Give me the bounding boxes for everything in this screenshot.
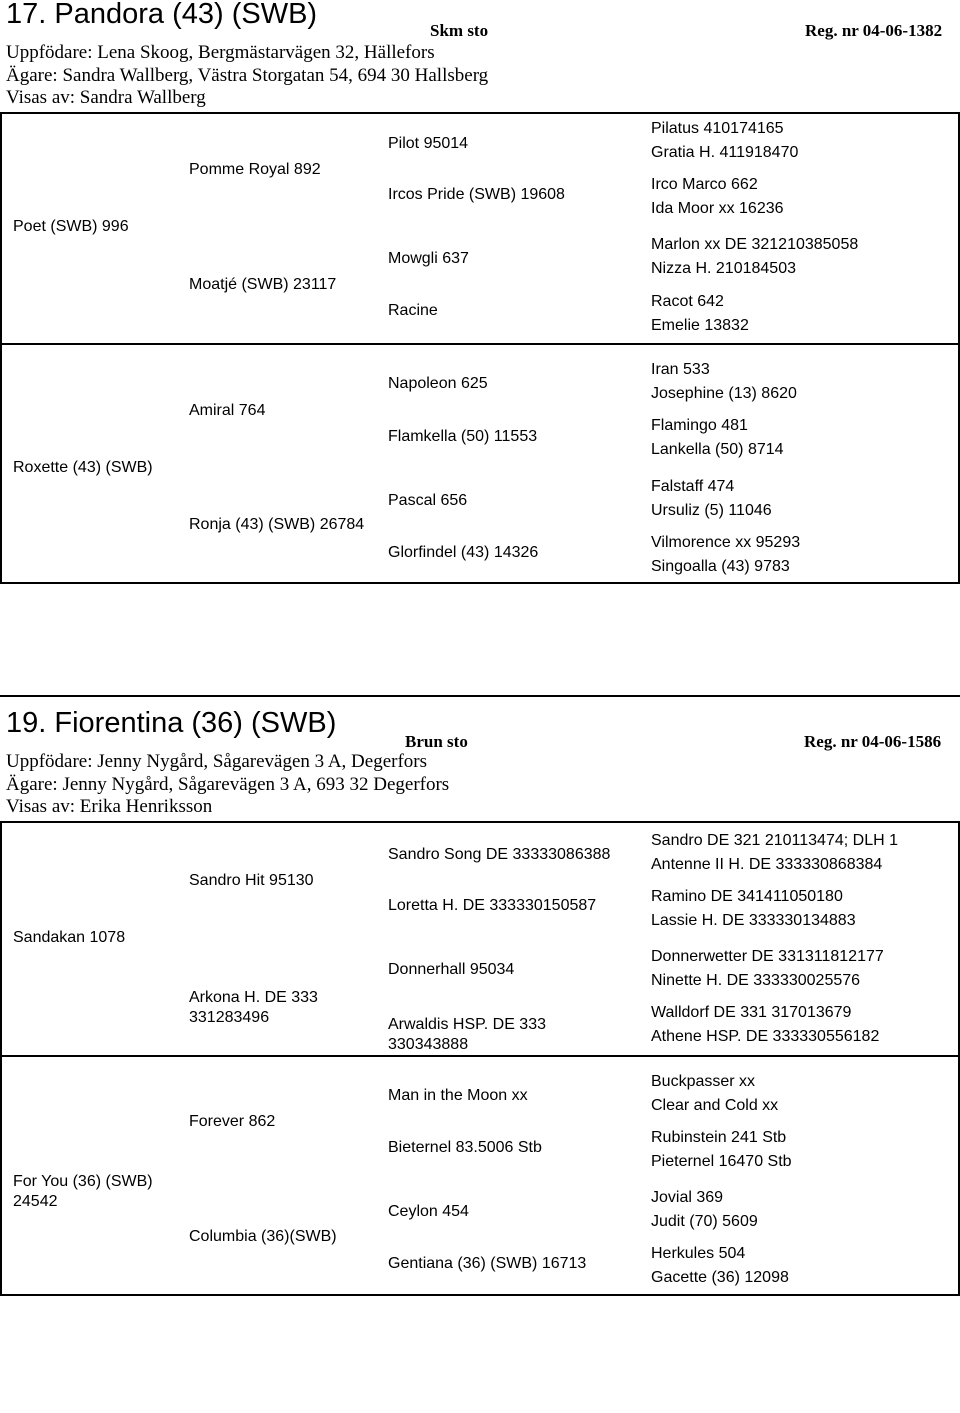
pedigree-great-grandparent: Man in the Moon xx — [388, 1087, 528, 1104]
pedigree-gg-grandparent: Walldorf DE 331 317013679 — [651, 1004, 852, 1021]
pedigree-grandparent: Ronja (43) (SWB) 26784 — [189, 516, 365, 533]
pedigree-grandparent: Forever 862 — [189, 1113, 276, 1130]
pedigree-gg-grandparent: Falstaff 474 — [651, 478, 735, 495]
pedigree-gg-grandparent: Gratia H. 411918470 — [651, 144, 799, 161]
pedigree-gg-grandparent: Singoalla (43) 9783 — [651, 558, 790, 575]
pedigree-gg-grandparent: Lankella (50) 8714 — [651, 441, 784, 458]
breeder-line: Uppfödare: Jenny Nygård, Sågarevägen 3 A, Degerfors — [6, 751, 428, 772]
pedigree-gg-grandparent: Emelie 13832 — [651, 317, 749, 334]
pedigree-gg-grandparent: Ninette H. DE 333330025576 — [651, 972, 861, 989]
pedigree-great-grandparent: Racine — [388, 302, 438, 319]
pedigree-gg-grandparent: Herkules 504 — [651, 1245, 746, 1262]
section-rule — [0, 695, 960, 697]
pedigree-gg-grandparent: Josephine (13) 8620 — [651, 385, 797, 402]
owner-line: Ägare: Jenny Nygård, Sågarevägen 3 A, 693 32 Degerfors — [6, 774, 450, 795]
pedigree-dam: For You (36) (SWB) 24542 — [13, 1173, 153, 1210]
shown-by-line: Visas av: Erika Henriksson — [6, 796, 213, 817]
pedigree-gg-grandparent: Marlon xx DE 321210385058 — [651, 236, 859, 253]
pedigree-grandparent: Columbia (36)(SWB) — [189, 1228, 337, 1245]
pedigree-great-grandparent: Glorfindel (43) 14326 — [388, 544, 539, 561]
pedigree-grandparent: Sandro Hit 95130 — [189, 872, 314, 889]
pedigree-great-grandparent: Ircos Pride (SWB) 19608 — [388, 186, 565, 203]
pedigree-gg-grandparent: Ramino DE 341411050180 — [651, 888, 843, 905]
pedigree-great-grandparent: Flamkella (50) 11553 — [388, 428, 538, 445]
pedigree-gg-grandparent: Donnerwetter DE 331311812177 — [651, 948, 884, 965]
pedigree-gg-grandparent: Antenne II H. DE 333330868384 — [651, 856, 883, 873]
registration-number: Reg. nr 04-06-1586 — [804, 732, 942, 751]
pedigree-divider — [2, 1055, 958, 1057]
pedigree-great-grandparent: Sandro Song DE 33333086388 — [388, 846, 611, 863]
pedigree-gg-grandparent: Athene HSP. DE 333330556182 — [651, 1028, 880, 1045]
pedigree-gg-grandparent: Lassie H. DE 333330134883 — [651, 912, 856, 929]
pedigree-grandparent: Arkona H. DE 333 331283496 — [189, 989, 318, 1026]
pedigree-great-grandparent: Pilot 95014 — [388, 135, 469, 152]
pedigree-divider — [2, 343, 958, 345]
shown-by-line: Visas av: Sandra Wallberg — [6, 87, 206, 108]
color-sex: Skm sto — [430, 21, 489, 40]
pedigree-great-grandparent: Mowgli 637 — [388, 250, 469, 267]
pedigree-sire: Poet (SWB) 996 — [13, 218, 129, 235]
pedigree-great-grandparent: Pascal 656 — [388, 492, 468, 509]
pedigree-great-grandparent: Bieternel 83.5006 Stb — [388, 1139, 542, 1156]
pedigree-gg-grandparent: Buckpasser xx — [651, 1073, 756, 1090]
pedigree-gg-grandparent: Nizza H. 210184503 — [651, 260, 796, 277]
pedigree-great-grandparent: Gentiana (36) (SWB) 16713 — [388, 1255, 587, 1272]
pedigree-gg-grandparent: Judit (70) 5609 — [651, 1213, 758, 1230]
breeder-line: Uppfödare: Lena Skoog, Bergmästarvägen 32, Hällefors — [6, 42, 435, 63]
pedigree-gg-grandparent: Vilmorence xx 95293 — [651, 534, 801, 551]
pedigree-table — [0, 112, 960, 584]
pedigree-gg-grandparent: Jovial 369 — [651, 1189, 724, 1206]
pedigree-gg-grandparent: Iran 533 — [651, 361, 710, 378]
pedigree-grandparent: Amiral 764 — [189, 402, 266, 419]
pedigree-sire: Sandakan 1078 — [13, 929, 126, 946]
pedigree-gg-grandparent: Pieternel 16470 Stb — [651, 1153, 792, 1170]
owner-line: Ägare: Sandra Wallberg, Västra Storgatan 54, 694 30 Hallsberg — [6, 65, 489, 86]
entry-title: 17. Pandora (43) (SWB) — [6, 0, 318, 30]
pedigree-great-grandparent: Arwaldis HSP. DE 333 330343888 — [388, 1016, 546, 1053]
pedigree-grandparent: Pomme Royal 892 — [189, 161, 321, 178]
pedigree-great-grandparent: Ceylon 454 — [388, 1203, 469, 1220]
pedigree-gg-grandparent: Irco Marco 662 — [651, 176, 758, 193]
pedigree-great-grandparent: Donnerhall 95034 — [388, 961, 515, 978]
pedigree-gg-grandparent: Sandro DE 321 210113474; DLH 1 — [651, 832, 898, 849]
pedigree-gg-grandparent: Pilatus 410174165 — [651, 120, 784, 137]
pedigree-grandparent: Moatjé (SWB) 23117 — [189, 276, 337, 293]
pedigree-gg-grandparent: Gacette (36) 12098 — [651, 1269, 789, 1286]
pedigree-gg-grandparent: Ursuliz (5) 11046 — [651, 502, 772, 519]
pedigree-gg-grandparent: Flamingo 481 — [651, 417, 748, 434]
pedigree-great-grandparent: Napoleon 625 — [388, 375, 488, 392]
pedigree-gg-grandparent: Rubinstein 241 Stb — [651, 1129, 787, 1146]
color-sex: Brun sto — [405, 732, 468, 751]
registration-number: Reg. nr 04-06-1382 — [805, 21, 943, 40]
entry-title: 19. Fiorentina (36) (SWB) — [6, 707, 337, 739]
pedigree-gg-grandparent: Ida Moor xx 16236 — [651, 200, 784, 217]
pedigree-gg-grandparent: Racot 642 — [651, 293, 724, 310]
pedigree-gg-grandparent: Clear and Cold xx — [651, 1097, 779, 1114]
pedigree-great-grandparent: Loretta H. DE 333330150587 — [388, 897, 597, 914]
pedigree-dam: Roxette (43) (SWB) — [13, 459, 153, 476]
